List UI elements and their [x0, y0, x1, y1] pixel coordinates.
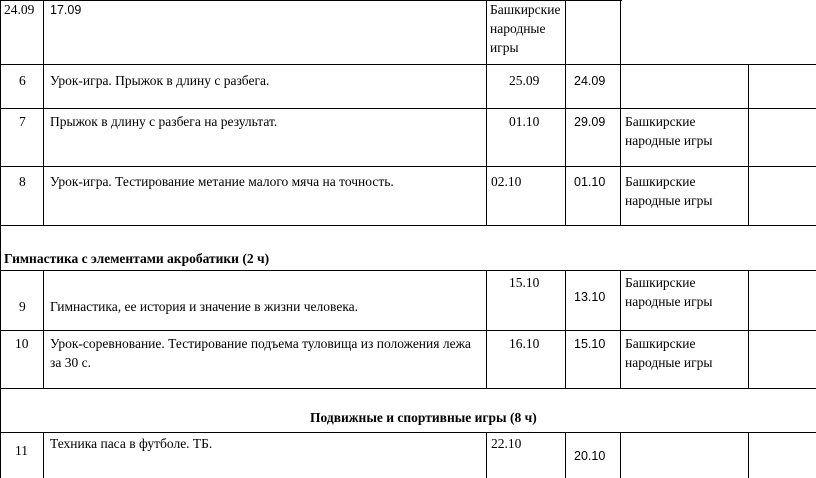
row-topic: Урок-игра. Тестирование метание малого мяча на точность. — [50, 174, 394, 189]
row-topic: Гимнастика, ее история и значение в жизни человека. — [50, 299, 359, 314]
row-note: Башкирские народные игры — [625, 114, 713, 148]
row-topic: 17.09 — [50, 3, 82, 17]
row-fact-date: 29.09 — [574, 115, 606, 129]
row-plan-date: 01.10 — [509, 114, 540, 129]
row-plan-date: 02.10 — [491, 174, 522, 189]
section-heading-gymnastics: Гимнастика с элементами акробатики (2 ч) — [4, 251, 270, 266]
row-number: 7 — [19, 114, 26, 129]
row-fact-date: 20.10 — [574, 449, 606, 463]
row-fact-date: 13.10 — [574, 290, 606, 304]
row-number: 11 — [15, 443, 28, 458]
row-note: Башкирские народные игры — [625, 336, 713, 370]
row-number: 10 — [15, 336, 29, 351]
section-heading-games: Подвижные и спортивные игры (8 ч) — [310, 410, 537, 425]
row-topic: Прыжок в длину с разбега на результат. — [50, 114, 278, 129]
row-note: Башкирские народные игры — [625, 275, 713, 309]
row-number: 6 — [19, 73, 26, 88]
row-note: Башкирские народные игры — [490, 2, 561, 55]
row-note: Башкирские народные игры — [625, 174, 713, 208]
row-plan-date: 25.09 — [509, 73, 540, 88]
row-number: 24.09 — [4, 2, 35, 17]
row-number: 9 — [19, 299, 26, 314]
row-topic: Техника паса в футболе. ТБ. — [50, 436, 213, 451]
row-fact-date: 15.10 — [574, 337, 606, 351]
row-topic: Урок-соревнование. Тестирование подъема туловища из положения лежа за 30 с. — [50, 336, 471, 370]
row-plan-date: 22.10 — [491, 436, 522, 451]
row-topic: Урок-игра. Прыжок в длину с разбега. — [50, 73, 270, 88]
row-plan-date: 16.10 — [509, 336, 540, 351]
row-fact-date: 01.10 — [574, 175, 606, 189]
row-number: 8 — [19, 174, 26, 189]
row-plan-date: 15.10 — [509, 275, 540, 290]
row-fact-date: 24.09 — [574, 74, 606, 88]
